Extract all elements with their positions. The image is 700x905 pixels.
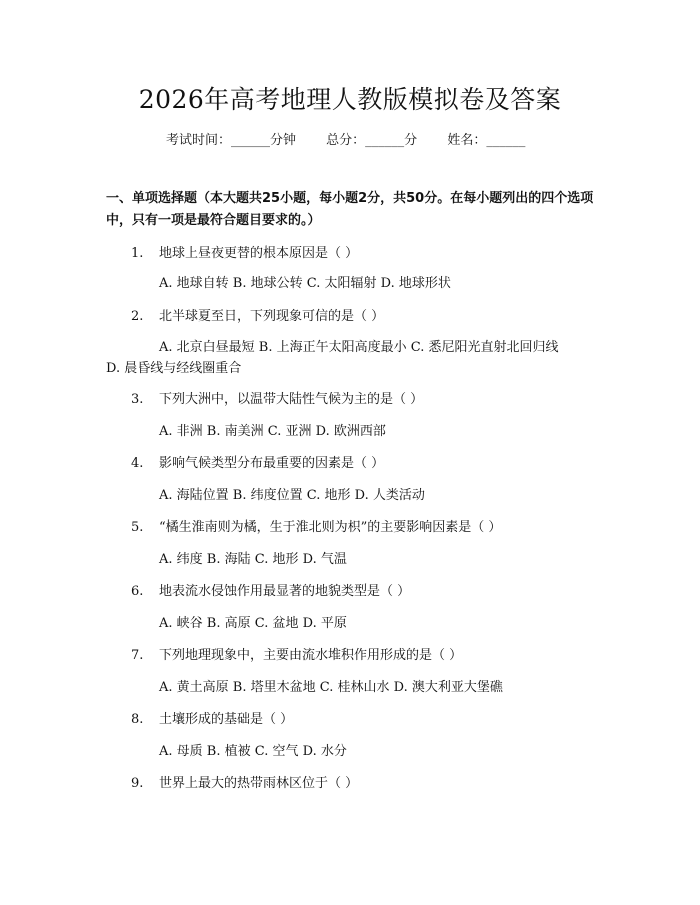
question-3 — [131, 390, 423, 410]
question-8-options: A. 母质 B. 植被 C. 空气 D. 水分 — [159, 744, 347, 759]
question-number: 7. — [131, 648, 144, 663]
question-7-options: A. 黄土高原 B. 塔里木盆地 C. 桂林山水 D. 澳大利亚大堡礁 — [159, 680, 503, 695]
section-heading: 一、单项选择题（本大题共25小题，每小题2分，共50分。在每小题列出的四个选项中，只有一项是最符合题目要求的。） — [106, 191, 594, 228]
question-2 — [131, 307, 384, 327]
total-score: 总分：______分 — [326, 133, 418, 148]
question-number: 8. — [131, 712, 144, 727]
question-number: 6. — [131, 584, 144, 599]
exam-time: 考试时间：______分钟 — [166, 133, 297, 148]
question-number: 3. — [131, 392, 144, 407]
question-number: 4. — [131, 456, 144, 471]
student-name: 姓名：______ — [447, 133, 526, 148]
exam-info — [166, 131, 525, 151]
question-9 — [131, 774, 358, 794]
question-2-options-continued: D. 晨昏线与经线圈重合 — [106, 361, 242, 376]
question-6-options: A. 峡谷 B. 高原 C. 盆地 D. 平原 — [159, 616, 347, 631]
question-1 — [131, 244, 358, 264]
question-stem: 土壤形成的基础是（ ） — [159, 712, 294, 727]
question-stem: 地表流水侵蚀作用最显著的地貌类型是（ ） — [159, 584, 411, 599]
question-stem: 影响气候类型分布最重要的因素是（ ） — [159, 456, 385, 471]
question-number: 1. — [131, 246, 144, 261]
page-title: 2026年高考地理人教版模拟卷及答案 — [138, 85, 562, 114]
question-8 — [131, 710, 293, 730]
question-6 — [131, 582, 410, 602]
question-stem: 地球上昼夜更替的根本原因是（ ） — [159, 246, 359, 261]
question-stem: 下列大洲中，以温带大陆性气候为主的是（ ） — [159, 392, 424, 407]
question-2-options: A. 北京白昼最短 B. 上海正午太阳高度最小 C. 悉尼阳光直射北回归线 — [159, 340, 559, 355]
question-number: 9. — [131, 776, 144, 791]
question-5 — [131, 518, 501, 538]
question-3-options: A. 非洲 B. 南美洲 C. 亚洲 D. 欧洲西部 — [159, 424, 386, 439]
question-stem: 下列地理现象中，主要由流水堆积作用形成的是（ ） — [159, 648, 463, 663]
question-7 — [131, 646, 462, 666]
question-5-options: A. 纬度 B. 海陆 C. 地形 D. 气温 — [159, 552, 347, 567]
question-4 — [131, 454, 384, 474]
question-4-options: A. 海陆位置 B. 纬度位置 C. 地形 D. 人类活动 — [159, 488, 425, 503]
question-1-options: A. 地球自转 B. 地球公转 C. 太阳辐射 D. 地球形状 — [159, 276, 451, 291]
question-number: 5. — [131, 520, 144, 535]
question-stem: 北半球夏至日，下列现象可信的是（ ） — [159, 309, 385, 324]
question-number: 2. — [131, 309, 144, 324]
question-stem: “橘生淮南则为橘，生于淮北则为枳”的主要影响因素是（ ） — [159, 520, 502, 535]
question-stem: 世界上最大的热带雨林区位于（ ） — [159, 776, 359, 791]
